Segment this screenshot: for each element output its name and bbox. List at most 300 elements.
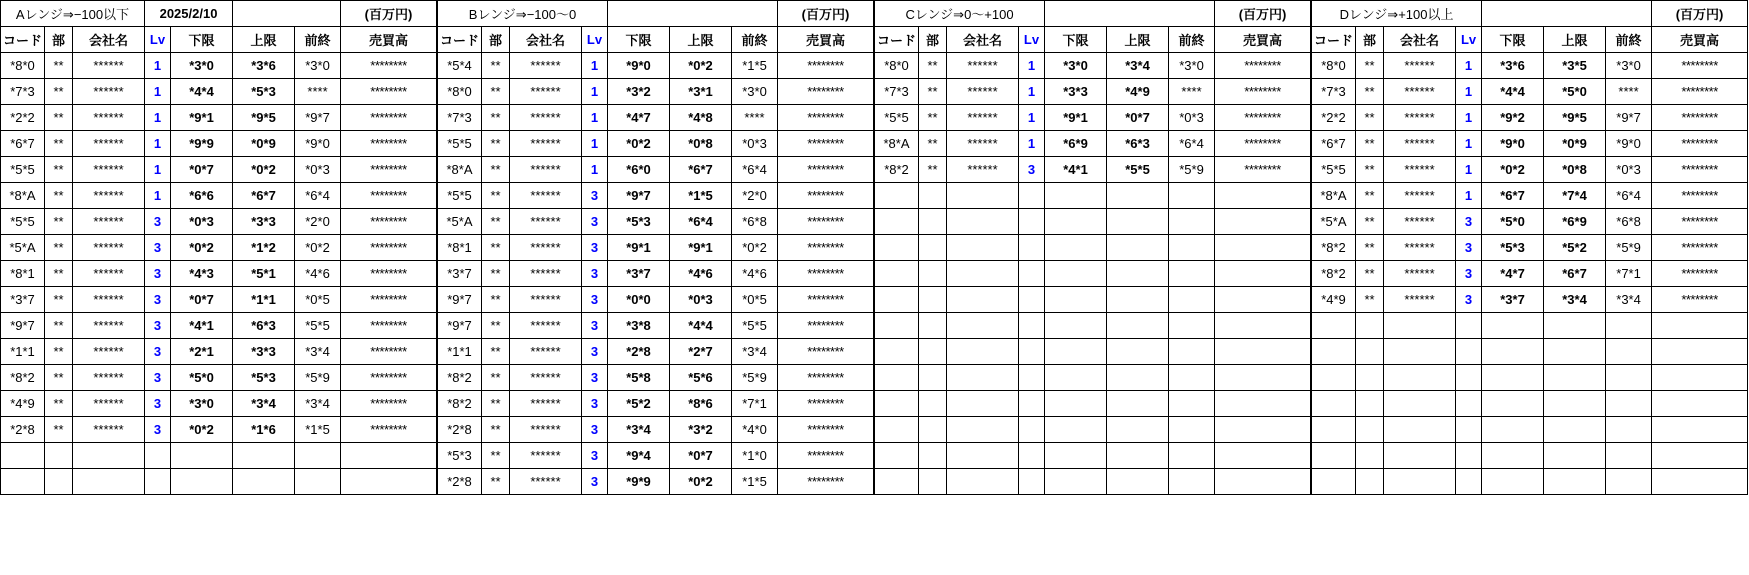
cell-name <box>73 469 145 495</box>
cell-vol: ******** <box>1652 287 1748 313</box>
cell-low: *6*6 <box>171 183 233 209</box>
cell-code: *8*0 <box>438 79 482 105</box>
unit-label: (百万円) <box>1652 1 1748 27</box>
cell-name: ****** <box>1384 209 1456 235</box>
cell-code: *2*8 <box>438 417 482 443</box>
table-row[interactable] <box>438 469 874 495</box>
cell-name: ****** <box>73 79 145 105</box>
cell-vol: ******** <box>778 183 874 209</box>
cell-name <box>1384 365 1456 391</box>
table-row[interactable] <box>1 313 437 339</box>
cell-lv <box>1019 235 1045 261</box>
cell-name: ****** <box>510 261 582 287</box>
cell-code: *9*7 <box>1 313 45 339</box>
cell-name: ****** <box>73 339 145 365</box>
range-table <box>874 0 1311 495</box>
table-row[interactable] <box>438 339 874 365</box>
cell-vol: ******** <box>341 365 437 391</box>
cell-vol <box>1215 287 1311 313</box>
cell-vol: ******** <box>1215 157 1311 183</box>
cell-bu <box>45 469 73 495</box>
cell-code: *5*5 <box>1 209 45 235</box>
cell-high: *0*7 <box>670 443 732 469</box>
table-row[interactable] <box>1312 417 1748 443</box>
table-row[interactable] <box>875 339 1311 365</box>
table-row[interactable] <box>1 417 437 443</box>
table-row[interactable] <box>875 209 1311 235</box>
range-group-2 <box>437 0 874 495</box>
table-row[interactable] <box>1 287 437 313</box>
cell-prev: *0*3 <box>732 131 778 157</box>
table-row[interactable] <box>438 313 874 339</box>
column-header-5[interactable]: 上限 <box>670 27 732 53</box>
cell-low <box>1045 183 1107 209</box>
column-header-row <box>1 27 437 53</box>
table-row[interactable] <box>1312 209 1748 235</box>
cell-bu: ** <box>482 53 510 79</box>
column-header-2[interactable]: 会社名 <box>510 27 582 53</box>
table-row[interactable] <box>1 469 437 495</box>
cell-vol <box>1652 365 1748 391</box>
column-header-2[interactable]: 会社名 <box>73 27 145 53</box>
column-header-3[interactable]: Lv <box>1456 27 1482 53</box>
cell-lv: 1 <box>145 105 171 131</box>
cell-low <box>1045 313 1107 339</box>
cell-lv: 3 <box>582 365 608 391</box>
column-header-4[interactable]: 下限 <box>171 27 233 53</box>
table-row[interactable] <box>1312 157 1748 183</box>
cell-vol: ******** <box>341 79 437 105</box>
table-row[interactable] <box>438 287 874 313</box>
cell-code <box>1312 417 1356 443</box>
column-header-6[interactable]: 前終 <box>732 27 778 53</box>
cell-bu: ** <box>1356 183 1384 209</box>
range-group-3 <box>874 0 1311 495</box>
cell-high <box>1107 365 1169 391</box>
cell-high: *5*0 <box>1544 79 1606 105</box>
cell-bu: ** <box>482 105 510 131</box>
cell-lv: 3 <box>145 209 171 235</box>
table-row[interactable] <box>875 183 1311 209</box>
cell-bu: ** <box>45 79 73 105</box>
cell-high <box>233 469 295 495</box>
cell-prev <box>1606 391 1652 417</box>
cell-high: *7*4 <box>1544 183 1606 209</box>
cell-prev <box>1606 469 1652 495</box>
cell-lv <box>1019 443 1045 469</box>
cell-high <box>1107 417 1169 443</box>
cell-lv: 1 <box>1019 53 1045 79</box>
cell-prev: *6*4 <box>1169 131 1215 157</box>
cell-name: ****** <box>73 365 145 391</box>
cell-vol <box>1215 339 1311 365</box>
cell-high <box>233 443 295 469</box>
cell-low: *9*0 <box>1482 131 1544 157</box>
cell-low: *5*0 <box>171 365 233 391</box>
table-row[interactable] <box>1312 391 1748 417</box>
cell-code: *8*2 <box>1312 261 1356 287</box>
cell-prev: *4*6 <box>295 261 341 287</box>
cell-vol <box>1215 443 1311 469</box>
table-row[interactable] <box>1 183 437 209</box>
cell-lv <box>1456 443 1482 469</box>
table-row[interactable] <box>875 417 1311 443</box>
cell-vol <box>1652 313 1748 339</box>
table-row[interactable] <box>1 261 437 287</box>
table-row[interactable] <box>438 157 874 183</box>
table-row[interactable] <box>1312 287 1748 313</box>
column-header-2[interactable]: 会社名 <box>947 27 1019 53</box>
table-row[interactable] <box>875 469 1311 495</box>
cell-prev: *5*5 <box>295 313 341 339</box>
cell-lv: 1 <box>582 105 608 131</box>
cell-name: ****** <box>510 131 582 157</box>
cell-prev <box>1169 417 1215 443</box>
cell-prev: *3*4 <box>732 339 778 365</box>
column-header-1[interactable]: 部 <box>45 27 73 53</box>
cell-code: *3*7 <box>1 287 45 313</box>
cell-prev <box>1169 443 1215 469</box>
table-row[interactable] <box>1312 105 1748 131</box>
column-header-3[interactable]: Lv <box>1019 27 1045 53</box>
cell-high <box>1107 391 1169 417</box>
cell-prev: *3*0 <box>732 79 778 105</box>
cell-high: *3*6 <box>233 53 295 79</box>
cell-high: *1*2 <box>233 235 295 261</box>
cell-name: ****** <box>510 443 582 469</box>
column-header-3[interactable]: Lv <box>145 27 171 53</box>
cell-name <box>947 287 1019 313</box>
table-row[interactable] <box>1312 79 1748 105</box>
table-row[interactable] <box>1 365 437 391</box>
table-row[interactable] <box>438 417 874 443</box>
column-header-0[interactable]: コード <box>1312 27 1356 53</box>
cell-prev: *0*5 <box>732 287 778 313</box>
column-header-1[interactable]: 部 <box>1356 27 1384 53</box>
table-row[interactable] <box>1312 313 1748 339</box>
table-row[interactable] <box>875 287 1311 313</box>
table-row[interactable] <box>1 209 437 235</box>
cell-low <box>171 443 233 469</box>
table-row[interactable] <box>875 235 1311 261</box>
cell-name: ****** <box>73 417 145 443</box>
table-row[interactable] <box>875 157 1311 183</box>
cell-bu <box>1356 365 1384 391</box>
cell-lv: 3 <box>145 417 171 443</box>
table-row[interactable] <box>1 443 437 469</box>
cell-name: ****** <box>947 157 1019 183</box>
cell-vol: ******** <box>1652 53 1748 79</box>
cell-high <box>1107 443 1169 469</box>
cell-low: *4*1 <box>1045 157 1107 183</box>
cell-prev <box>1169 287 1215 313</box>
cell-name <box>947 313 1019 339</box>
cell-vol: ******** <box>778 391 874 417</box>
cell-bu <box>1356 417 1384 443</box>
cell-name: ****** <box>510 417 582 443</box>
cell-low <box>1045 209 1107 235</box>
cell-code: *9*7 <box>438 313 482 339</box>
column-header-0[interactable]: コード <box>1 27 45 53</box>
cell-prev: *7*1 <box>732 391 778 417</box>
column-header-6[interactable]: 前終 <box>1169 27 1215 53</box>
cell-lv: 3 <box>145 365 171 391</box>
table-row[interactable] <box>438 443 874 469</box>
cell-bu <box>919 469 947 495</box>
cell-code: *2*2 <box>1 105 45 131</box>
group-title: Bレンジ⇒−100〜0 <box>438 1 608 27</box>
cell-prev: *5*5 <box>732 313 778 339</box>
column-header-7[interactable]: 売買高 <box>778 27 874 53</box>
cell-high: *4*8 <box>670 105 732 131</box>
table-row[interactable] <box>1 339 437 365</box>
cell-high: *0*7 <box>1107 105 1169 131</box>
column-header-1[interactable]: 部 <box>919 27 947 53</box>
cell-lv: 3 <box>145 313 171 339</box>
table-row[interactable] <box>1312 235 1748 261</box>
cell-bu <box>919 391 947 417</box>
cell-code <box>1 443 45 469</box>
cell-name: ****** <box>73 391 145 417</box>
cell-low: *0*0 <box>608 287 670 313</box>
cell-vol <box>1215 469 1311 495</box>
table-row[interactable] <box>875 365 1311 391</box>
cell-lv: 3 <box>1019 157 1045 183</box>
table-row[interactable] <box>438 365 874 391</box>
table-row[interactable] <box>1312 53 1748 79</box>
cell-name: ****** <box>1384 261 1456 287</box>
cell-bu: ** <box>1356 53 1384 79</box>
cell-vol: ******** <box>341 131 437 157</box>
table-row[interactable] <box>438 261 874 287</box>
cell-prev: *9*7 <box>1606 105 1652 131</box>
table-row[interactable] <box>875 79 1311 105</box>
table-row[interactable] <box>1 105 437 131</box>
cell-vol: ******** <box>1652 209 1748 235</box>
column-header-0[interactable]: コード <box>438 27 482 53</box>
column-header-7[interactable]: 売買高 <box>341 27 437 53</box>
cell-vol: ******** <box>778 339 874 365</box>
cell-high: *6*4 <box>670 209 732 235</box>
cell-lv: 1 <box>1456 157 1482 183</box>
cell-prev: *0*5 <box>295 287 341 313</box>
cell-name: ****** <box>947 131 1019 157</box>
cell-prev <box>1169 339 1215 365</box>
cell-vol: ******** <box>1652 105 1748 131</box>
cell-lv <box>1019 469 1045 495</box>
cell-name <box>947 443 1019 469</box>
column-header-5[interactable]: 上限 <box>1107 27 1169 53</box>
column-header-4[interactable]: 下限 <box>1045 27 1107 53</box>
cell-bu: ** <box>482 469 510 495</box>
column-header-6[interactable]: 前終 <box>295 27 341 53</box>
column-header-7[interactable]: 売買高 <box>1652 27 1748 53</box>
cell-code: *8*A <box>1 183 45 209</box>
cell-low <box>1045 391 1107 417</box>
cell-prev: *5*9 <box>1606 235 1652 261</box>
cell-lv: 1 <box>582 157 608 183</box>
cell-name: ****** <box>1384 79 1456 105</box>
cell-prev <box>1606 417 1652 443</box>
cell-low: *4*4 <box>1482 79 1544 105</box>
table-row[interactable] <box>1312 131 1748 157</box>
cell-vol: ******** <box>778 79 874 105</box>
cell-code <box>875 339 919 365</box>
cell-low: *6*0 <box>608 157 670 183</box>
cell-bu <box>919 313 947 339</box>
cell-lv: 3 <box>145 235 171 261</box>
cell-prev: *6*4 <box>295 183 341 209</box>
table-row[interactable] <box>438 79 874 105</box>
cell-bu <box>919 261 947 287</box>
table-row[interactable] <box>875 313 1311 339</box>
title-spacer <box>1482 1 1652 27</box>
table-row[interactable] <box>438 53 874 79</box>
table-row[interactable] <box>1312 365 1748 391</box>
cell-lv: 3 <box>582 183 608 209</box>
table-row[interactable] <box>875 391 1311 417</box>
cell-code: *8*2 <box>1 365 45 391</box>
cell-name <box>1384 313 1456 339</box>
cell-bu: ** <box>482 235 510 261</box>
column-header-5[interactable]: 上限 <box>1544 27 1606 53</box>
cell-low: *0*7 <box>171 157 233 183</box>
cell-vol <box>1215 261 1311 287</box>
column-header-4[interactable]: 下限 <box>608 27 670 53</box>
table-row[interactable] <box>875 261 1311 287</box>
table-row[interactable] <box>1 53 437 79</box>
table-row[interactable] <box>875 443 1311 469</box>
cell-name: ****** <box>947 53 1019 79</box>
cell-bu: ** <box>45 339 73 365</box>
cell-vol: ******** <box>341 287 437 313</box>
cell-name <box>947 391 1019 417</box>
column-header-7[interactable]: 売買高 <box>1215 27 1311 53</box>
cell-high: *0*8 <box>670 131 732 157</box>
cell-high: *5*1 <box>233 261 295 287</box>
column-header-5[interactable]: 上限 <box>233 27 295 53</box>
table-row[interactable] <box>1 79 437 105</box>
table-row[interactable] <box>438 391 874 417</box>
cell-code: *3*7 <box>438 261 482 287</box>
table-row[interactable] <box>875 105 1311 131</box>
table-row[interactable] <box>1 131 437 157</box>
cell-vol: ******** <box>1652 183 1748 209</box>
cell-bu: ** <box>1356 131 1384 157</box>
cell-lv <box>1456 339 1482 365</box>
cell-prev <box>1169 391 1215 417</box>
cell-low: *5*2 <box>608 391 670 417</box>
cell-code <box>1312 365 1356 391</box>
table-row[interactable] <box>1312 443 1748 469</box>
cell-vol <box>1215 417 1311 443</box>
cell-prev: **** <box>1606 79 1652 105</box>
cell-vol: ******** <box>1652 131 1748 157</box>
group-title-row <box>875 1 1311 27</box>
column-header-4[interactable]: 下限 <box>1482 27 1544 53</box>
cell-name: ****** <box>510 79 582 105</box>
cell-code: *7*3 <box>875 79 919 105</box>
cell-code: *4*9 <box>1 391 45 417</box>
range-group-1 <box>0 0 437 495</box>
cell-low: *9*4 <box>608 443 670 469</box>
table-row[interactable] <box>1312 469 1748 495</box>
cell-vol: ******** <box>778 53 874 79</box>
cell-code: *8*2 <box>1312 235 1356 261</box>
table-row[interactable] <box>1 391 437 417</box>
table-row[interactable] <box>1312 183 1748 209</box>
cell-vol: ******** <box>1215 105 1311 131</box>
cell-bu: ** <box>919 105 947 131</box>
cell-code <box>1312 339 1356 365</box>
cell-low <box>1045 339 1107 365</box>
cell-bu: ** <box>1356 79 1384 105</box>
table-row[interactable] <box>438 131 874 157</box>
cell-name: ****** <box>73 131 145 157</box>
cell-lv: 1 <box>1456 131 1482 157</box>
column-header-1[interactable]: 部 <box>482 27 510 53</box>
cell-vol <box>341 469 437 495</box>
cell-prev: *4*6 <box>732 261 778 287</box>
cell-vol: ******** <box>341 417 437 443</box>
table-row[interactable] <box>438 209 874 235</box>
cell-bu <box>1356 313 1384 339</box>
cell-lv: 1 <box>1019 79 1045 105</box>
column-header-6[interactable]: 前終 <box>1606 27 1652 53</box>
cell-bu <box>919 235 947 261</box>
cell-high: *6*7 <box>670 157 732 183</box>
cell-prev: *6*4 <box>1606 183 1652 209</box>
table-row[interactable] <box>1312 261 1748 287</box>
cell-prev: *1*5 <box>295 417 341 443</box>
cell-code: *5*A <box>1312 209 1356 235</box>
cell-lv <box>1019 365 1045 391</box>
table-row[interactable] <box>1 235 437 261</box>
column-header-0[interactable]: コード <box>875 27 919 53</box>
cell-prev: *7*1 <box>1606 261 1652 287</box>
cell-vol: ******** <box>1215 79 1311 105</box>
table-row[interactable] <box>1312 339 1748 365</box>
table-row[interactable] <box>438 183 874 209</box>
table-row[interactable] <box>1 157 437 183</box>
cell-bu: ** <box>919 157 947 183</box>
cell-low: *4*7 <box>608 105 670 131</box>
cell-prev: *3*0 <box>1169 53 1215 79</box>
cell-code: *7*3 <box>1 79 45 105</box>
cell-vol <box>1652 469 1748 495</box>
report-date: 2025/2/10 <box>145 1 233 27</box>
cell-bu <box>45 443 73 469</box>
cell-name: ****** <box>1384 157 1456 183</box>
table-row[interactable] <box>438 105 874 131</box>
table-row[interactable] <box>875 53 1311 79</box>
cell-code <box>1312 313 1356 339</box>
cell-bu: ** <box>1356 235 1384 261</box>
cell-low: *3*2 <box>608 79 670 105</box>
cell-name: ****** <box>73 53 145 79</box>
cell-code: *5*5 <box>438 183 482 209</box>
table-row[interactable] <box>875 131 1311 157</box>
cell-vol: ******** <box>341 53 437 79</box>
table-row[interactable] <box>438 235 874 261</box>
column-header-3[interactable]: Lv <box>582 27 608 53</box>
cell-code <box>1312 391 1356 417</box>
cell-prev: **** <box>732 105 778 131</box>
column-header-2[interactable]: 会社名 <box>1384 27 1456 53</box>
cell-name <box>947 261 1019 287</box>
cell-low <box>1482 391 1544 417</box>
cell-vol <box>1652 391 1748 417</box>
